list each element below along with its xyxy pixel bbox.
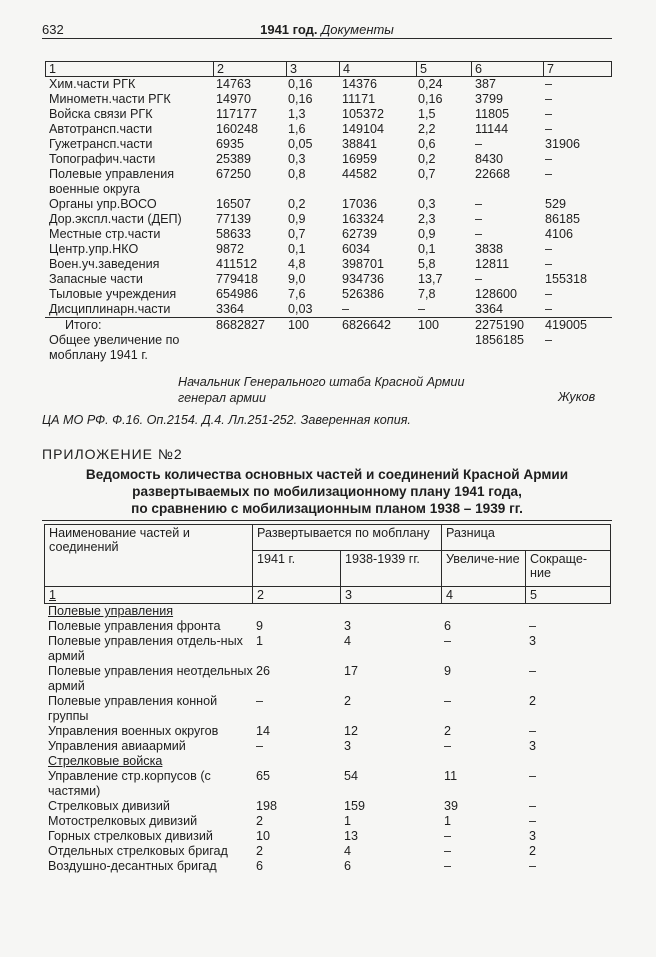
cell: 163324 — [342, 212, 385, 226]
table-row — [44, 859, 610, 874]
section-heading-row — [44, 754, 610, 769]
table-row — [44, 724, 610, 739]
table-row — [44, 619, 610, 634]
cell: 0,6 — [418, 137, 436, 151]
table-row — [45, 107, 612, 122]
cell: 779418 — [216, 272, 259, 286]
cell-name: Полевые управления военные округа — [49, 167, 175, 196]
cell: 86185 — [545, 212, 581, 226]
cell-name: Стрелковые войска — [48, 754, 163, 768]
cell-name: Центр.упр.НКО — [49, 242, 139, 256]
cell: – — [529, 799, 537, 813]
cell: 398701 — [342, 257, 385, 271]
table-row — [45, 302, 612, 317]
header-decrease: Сокраще-ние — [526, 551, 611, 587]
table-row — [44, 844, 610, 859]
cell: – — [529, 619, 537, 633]
table-1-column-numbers — [45, 61, 612, 77]
cell: 0,3 — [418, 197, 436, 211]
cell: 22668 — [475, 167, 511, 181]
cell: 62739 — [342, 227, 378, 241]
cell: 0,1 — [288, 242, 306, 256]
cell-name: Дор.экспл.части (ДЕП) — [49, 212, 182, 226]
cell: 9 — [256, 619, 264, 633]
table-row — [44, 664, 610, 694]
cell: – — [475, 272, 483, 286]
cell: 160248 — [216, 122, 259, 136]
table-2-body — [44, 604, 610, 874]
cell-name: Общее увеличение по мобплану 1941 г. — [49, 333, 180, 362]
col-num: 2 — [213, 62, 286, 76]
cell-name: Полевые управления неотдельных армий — [48, 664, 253, 693]
cell-name: Управления военных округов — [48, 724, 219, 738]
cell: 6 — [344, 859, 352, 873]
cell: – — [545, 242, 553, 256]
cell: – — [529, 724, 537, 738]
cell: 12 — [344, 724, 359, 738]
cell: 159 — [344, 799, 366, 813]
cell-name: Запасные части — [49, 272, 143, 286]
table-row — [45, 92, 612, 107]
cell: 4,8 — [288, 257, 306, 271]
header-name: Наименование частей и соединений — [45, 525, 253, 587]
cell: 2275190 — [475, 318, 525, 332]
cell: – — [444, 844, 452, 858]
cell: 14970 — [216, 92, 252, 106]
cell: 3 — [529, 739, 537, 753]
cell: 58633 — [216, 227, 252, 241]
cell: 934736 — [342, 272, 385, 286]
cell: 529 — [545, 197, 567, 211]
title-line: развертываемых по мобилизационному плану 1941 года, — [132, 484, 522, 499]
table-2 — [44, 524, 610, 874]
col-num: 6 — [471, 62, 543, 76]
cell: 11144 — [475, 122, 509, 136]
cell: – — [545, 287, 553, 301]
cell: – — [444, 859, 452, 873]
cell: 9 — [444, 664, 452, 678]
cell: 2,3 — [418, 212, 436, 226]
cell: 6935 — [216, 137, 245, 151]
cell: 54 — [344, 769, 359, 783]
cell: 12811 — [475, 257, 510, 271]
table-row — [45, 137, 612, 152]
cell: 149104 — [342, 122, 385, 136]
cell: – — [545, 302, 553, 316]
table-row — [45, 167, 612, 197]
cell-name: Стрелковых дивизий — [48, 799, 170, 813]
cell: 26 — [256, 664, 271, 678]
cell: 14 — [256, 724, 271, 738]
cell-name: Итого: — [65, 318, 102, 332]
cell: 0,7 — [288, 227, 306, 241]
cell: – — [545, 107, 553, 121]
signature-position: Начальник Генерального штаба Красной Армии — [178, 375, 465, 389]
archive-source: ЦА МО РФ. Ф.16. Оп.2154. Д.4. Лл.251-252. Заверенная копия. — [42, 413, 411, 427]
cell: 1 — [344, 814, 352, 828]
cell: 3799 — [475, 92, 504, 106]
table-1 — [45, 61, 612, 363]
cell: 155318 — [545, 272, 588, 286]
cell: 0,3 — [288, 152, 306, 166]
cell: 3 — [529, 634, 537, 648]
table-1-total-row — [45, 317, 612, 333]
cell: 3838 — [475, 242, 504, 256]
cell: 0,2 — [288, 197, 306, 211]
cell: – — [342, 302, 350, 316]
table-row — [45, 212, 612, 227]
table-row — [45, 227, 612, 242]
cell-name: Полевые управления отдель-ных армий — [48, 634, 243, 663]
cell: 44582 — [342, 167, 378, 181]
cell: 0,9 — [418, 227, 436, 241]
col-num: 4 — [442, 587, 526, 604]
cell: 9872 — [216, 242, 245, 256]
cell: 11 — [444, 769, 458, 783]
cell: – — [545, 122, 553, 136]
cell: 13 — [344, 829, 359, 843]
cell: 0,8 — [288, 167, 306, 181]
table-row — [44, 799, 610, 814]
cell: 1 — [444, 814, 452, 828]
cell: 2 — [444, 724, 452, 738]
cell: 4 — [344, 634, 352, 648]
cell: 3364 — [216, 302, 245, 316]
cell: 7,8 — [418, 287, 436, 301]
cell-name: Полевые управления — [48, 604, 174, 618]
cell: 16959 — [342, 152, 378, 166]
cell: 39 — [444, 799, 459, 813]
cell: – — [418, 302, 426, 316]
running-head-section: Документы — [321, 22, 394, 37]
cell-name: Местные стр.части — [49, 227, 161, 241]
header-1938-1939: 1938-1939 гг. — [341, 551, 442, 587]
cell: 14763 — [216, 77, 252, 91]
cell: – — [545, 333, 553, 347]
cell: 5,8 — [418, 257, 436, 271]
cell-name: Отдельных стрелковых бригад — [48, 844, 228, 858]
cell: – — [444, 829, 452, 843]
cell-name: Хим.части РГК — [49, 77, 136, 91]
cell: – — [545, 257, 553, 271]
cell: 411512 — [216, 257, 258, 271]
cell: 1 — [256, 634, 264, 648]
col-num: 1 — [49, 62, 57, 76]
cell: 0,05 — [288, 137, 313, 151]
cell: 198 — [256, 799, 278, 813]
cell: 2 — [256, 844, 264, 858]
running-head — [42, 22, 612, 39]
header-1941: 1941 г. — [253, 551, 341, 587]
cell-name: Автотрансп.части — [49, 122, 153, 136]
cell-name: Гужетрансп.части — [49, 137, 153, 151]
cell: 10 — [256, 829, 271, 843]
cell: – — [545, 77, 553, 91]
table-1-overall-row — [45, 333, 612, 363]
cell: 128600 — [475, 287, 518, 301]
cell: 3 — [344, 739, 352, 753]
cell: 65 — [256, 769, 271, 783]
cell: – — [529, 859, 537, 873]
table-row — [44, 634, 610, 664]
cell: 117177 — [216, 107, 258, 121]
cell: 1,6 — [288, 122, 306, 136]
cell: – — [545, 152, 553, 166]
cell-name: Полевые управления конной группы — [48, 694, 218, 723]
cell: – — [529, 769, 537, 783]
cell: – — [444, 739, 452, 753]
running-head-title — [42, 22, 612, 37]
table-2-header — [44, 524, 611, 604]
cell: – — [529, 814, 537, 828]
cell: 419005 — [545, 318, 588, 332]
col-num: 3 — [286, 62, 339, 76]
cell: 6826642 — [342, 318, 392, 332]
cell: 67250 — [216, 167, 252, 181]
cell: – — [256, 739, 264, 753]
cell: 0,16 — [418, 92, 443, 106]
running-head-year: 1941 год. — [260, 22, 318, 37]
col-num: 5 — [416, 62, 471, 76]
cell: 1,5 — [418, 107, 436, 121]
appendix-label: ПРИЛОЖЕНИЕ №2 — [42, 446, 183, 462]
cell: – — [529, 664, 537, 678]
header-difference: Разница — [442, 525, 611, 551]
title-line: Ведомость количества основных частей и соединений Красной Армии — [85, 467, 569, 482]
cell: 38841 — [342, 137, 378, 151]
cell: 3 — [344, 619, 352, 633]
table-row — [45, 122, 612, 137]
cell-name: Минометн.части РГК — [49, 92, 171, 106]
table-row — [45, 242, 612, 257]
table-row — [44, 739, 610, 754]
table-row — [44, 829, 610, 844]
col-num: 4 — [339, 62, 416, 76]
document-title — [42, 466, 612, 517]
cell: – — [444, 694, 452, 708]
table-row — [45, 272, 612, 287]
signature-rank: генерал армии — [178, 391, 266, 405]
cell-name: Воен.уч.заведения — [49, 257, 160, 271]
col-num: 2 — [253, 587, 341, 604]
cell-name: Воздушно-десантных бригад — [48, 859, 217, 873]
cell: 1,3 — [288, 107, 306, 121]
cell: – — [444, 634, 452, 648]
table-row — [44, 814, 610, 829]
cell: 4 — [344, 844, 352, 858]
cell: 387 — [475, 77, 497, 91]
cell: 11805 — [475, 107, 510, 121]
cell-name: Мотострелковых дивизий — [48, 814, 198, 828]
cell-name: Полевые управления фронта — [48, 619, 221, 633]
col-num: 7 — [543, 62, 611, 76]
cell: 7,6 — [288, 287, 306, 301]
signature-block — [178, 374, 465, 406]
col-num: 1 — [45, 587, 253, 604]
cell: – — [475, 227, 483, 241]
table-row — [45, 257, 612, 272]
table-row — [45, 77, 612, 92]
table-row — [44, 694, 610, 724]
col-num: 3 — [341, 587, 442, 604]
cell: 8430 — [475, 152, 504, 166]
cell: 0,2 — [418, 152, 436, 166]
cell-name: Войска связи РГК — [49, 107, 153, 121]
header-increase: Увеличе-ние — [442, 551, 526, 587]
cell: 17036 — [342, 197, 378, 211]
cell-name: Органы упр.ВОСО — [49, 197, 157, 211]
cell: 11171 — [342, 92, 376, 106]
cell: 31906 — [545, 137, 581, 151]
title-line: по сравнению с мобилизационным планом 1938 – 1939 гг. — [131, 501, 523, 516]
cell: 3364 — [475, 302, 504, 316]
cell: 13,7 — [418, 272, 443, 286]
cell: 0,16 — [288, 77, 313, 91]
cell: – — [475, 137, 483, 151]
cell: 2 — [529, 844, 537, 858]
section-heading-row — [44, 604, 610, 619]
cell: 2,2 — [418, 122, 436, 136]
table-row — [45, 152, 612, 167]
table-row — [45, 287, 612, 302]
table-1-body — [45, 77, 612, 317]
cell: 6 — [256, 859, 264, 873]
cell: 3 — [529, 829, 537, 843]
cell: – — [545, 167, 553, 181]
cell: – — [475, 212, 483, 226]
cell-name: Топографич.части — [49, 152, 156, 166]
cell: 2 — [256, 814, 264, 828]
cell: – — [256, 694, 264, 708]
table-row — [45, 197, 612, 212]
cell-name: Дисциплинарн.части — [49, 302, 171, 316]
cell: 2 — [344, 694, 352, 708]
cell: 105372 — [342, 107, 385, 121]
cell: – — [545, 92, 553, 106]
cell: 77139 — [216, 212, 252, 226]
cell: 16507 — [216, 197, 252, 211]
cell: 6 — [444, 619, 452, 633]
cell-name: Управления авиаармий — [48, 739, 186, 753]
cell-name: Тыловые учреждения — [49, 287, 177, 301]
cell: 0,7 — [418, 167, 436, 181]
col-num: 5 — [526, 587, 611, 604]
cell: 100 — [288, 318, 310, 332]
header-deployed: Развертывается по мобплану — [253, 525, 442, 551]
cell: 1856185 — [475, 333, 525, 347]
cell: – — [475, 197, 483, 211]
cell: 9,0 — [288, 272, 306, 286]
cell: 0,1 — [418, 242, 436, 256]
cell: 654986 — [216, 287, 259, 301]
cell: 4106 — [545, 227, 574, 241]
cell-name: Управление стр.корпусов (с частями) — [48, 769, 211, 798]
table-row — [44, 769, 610, 799]
cell: 100 — [418, 318, 440, 332]
cell: 526386 — [342, 287, 385, 301]
cell: 0,9 — [288, 212, 306, 226]
cell: 0,24 — [418, 77, 443, 91]
cell: 0,03 — [288, 302, 313, 316]
cell: 14376 — [342, 77, 378, 91]
page-number: 632 — [42, 22, 64, 37]
title-divider — [42, 520, 612, 521]
cell: 17 — [344, 664, 359, 678]
cell: 6034 — [342, 242, 371, 256]
cell-name: Горных стрелковых дивизий — [48, 829, 213, 843]
cell: 8682827 — [216, 318, 266, 332]
signature-name: Жуков — [558, 390, 596, 404]
cell: 2 — [529, 694, 537, 708]
cell: 0,16 — [288, 92, 313, 106]
cell: 25389 — [216, 152, 252, 166]
